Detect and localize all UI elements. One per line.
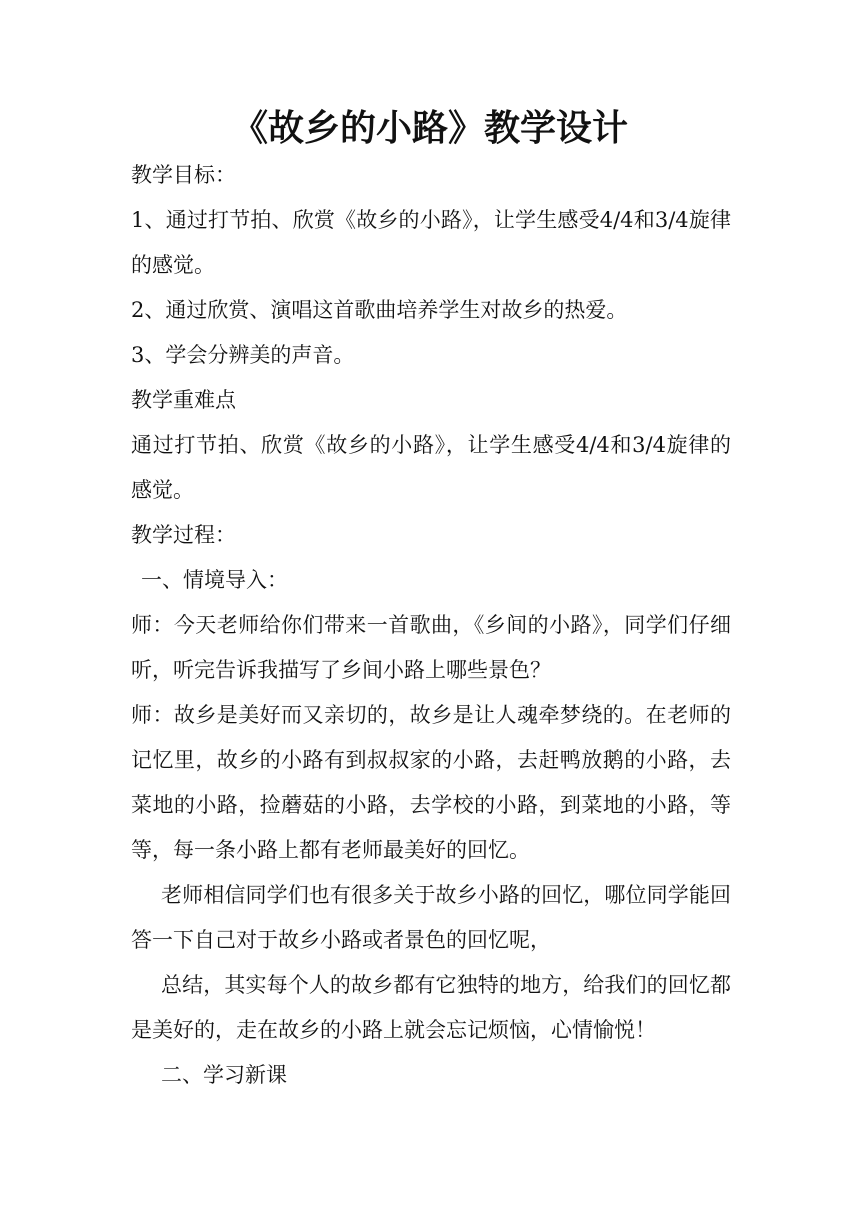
objective-item-2: 2、通过欣赏、演唱这首歌曲培养学生对故乡的热爱。 [131, 298, 628, 322]
teacher-paragraph-2: 师：故乡是美好而又亲切的，故乡是让人魂牵梦绕的。在老师的记忆里，故乡的小路有到叔叔家的小路，去赶鸭放鹅的小路，去菜地的小路，捡蘑菇的小路，去学校的小路，到菜地的小路，等等，每一条小路上都有老师最美好的回忆。 [131, 703, 731, 862]
document-body [131, 153, 731, 1098]
subsection-heading-intro: 一、情境导入： [141, 568, 288, 592]
summary-paragraph: 总结，其实每个人的故乡都有它独特的地方，给我们的回忆都是美好的，走在故乡的小路上就会忘记烦恼，心情愉悦！ [131, 973, 731, 1042]
teacher-paragraph-1: 师：今天老师给你们带来一首歌曲，《乡间的小路》，同学们仔细听，听完告诉我描写了乡间小路上哪些景色？ [131, 613, 731, 682]
section-heading-objectives: 教学目标： [131, 163, 236, 187]
section-heading-process: 教学过程： [131, 523, 236, 547]
key-points-text: 通过打节拍、欣赏《故乡的小路》，让学生感受4/4和3/4旋律的感觉。 [131, 433, 731, 502]
subsection-heading-new-lesson: 二、学习新课 [161, 1063, 287, 1087]
objective-item-1: 1、通过打节拍、欣赏《故乡的小路》，让学生感受4/4和3/4旋律的感觉。 [131, 208, 731, 277]
teacher-paragraph-3: 老师相信同学们也有很多关于故乡小路的回忆，哪位同学能回答一下自己对于故乡小路或者景色的回忆呢， [131, 883, 731, 952]
document-title: 《故乡的小路》教学设计 [231, 107, 628, 149]
section-heading-key-points: 教学重难点 [131, 388, 236, 412]
objective-item-3: 3、学会分辨美的声音。 [131, 343, 355, 367]
